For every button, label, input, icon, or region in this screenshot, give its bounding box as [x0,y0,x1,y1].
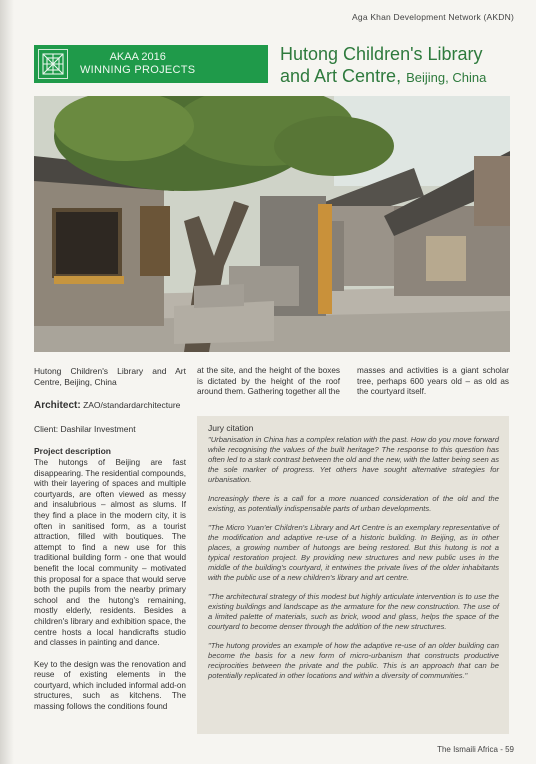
page-title [280,43,520,89]
network-label: Aga Khan Development Network (AKDN) [352,12,514,22]
akaa-logo-icon [38,49,68,79]
jury-paragraph-3: "The Micro Yuan'er Children's Library and Art Centre is an exemplary representative of the modification and adaptive re-use of a historic building. In Beijing, as in other places, a growing number of hutongs are being restored. But this hutong is not a typical restoration project. By providing new structures and new public uses in the middle of the building's courtyard, it entwines the private lives of the older inhabitants with the public use of a new children's library and art centre. [208,523,499,582]
title-line-2-text: and Art Centre, [280,66,402,86]
architect-credit [34,400,180,411]
architect-label: Architect: [34,400,81,411]
akaa-badge [34,45,268,83]
project-description-column [34,458,186,724]
badge-subtitle: WINNING PROJECTS [80,64,196,76]
hutong-courtyard-photo [34,96,510,352]
photo-caption: Hutong Children's Library and Art Centre, Beijing, China [34,366,186,387]
title-place: Beijing, China [406,70,487,85]
title-line-1: Hutong Children's Library [280,44,483,64]
title-line-2 [280,65,520,89]
client-credit: Client: Dashilar Investment [34,424,136,434]
jury-paragraph-2: Increasingly there is a call for a more nuanced consideration of the old and the existing, as potentially indispensable parts of urban developments. [208,494,499,513]
page-footer: The Ismaili Africa - 59 [437,745,514,754]
jury-paragraph-1: "Urbanisation in China has a complex relation with the past. How do you move forward while recognising the values of the built heritage? The response to this question has often led to a stark contrast between the old and the new, with the latter being seen as the sole marker of progress. Yet others have sought alternative strategies for urbanisation. [208,435,499,484]
jury-paragraph-4: "The architectural strategy of this modest but highly articulate intervention is to use the existing buildings and landscape as the armature for the new construction. The use of a limited palette of materials, such as brick, wood and glass, helps the space of the courtyard to become denser through the addition of the new structures. [208,592,499,631]
project-description-heading: Project description [34,446,111,456]
project-description-continued-2: masses and activities is a giant scholar tree, perhaps 600 years old – as old as the courtyard itself. [357,366,509,397]
page-gutter-shadow [0,0,14,764]
jury-citation-heading: Jury citation [208,423,254,433]
jury-paragraph-5: "The hutong provides an example of how the adaptive re-use of an older building can become the basis for a new form of micro-urbanism that constructs productive reciprocities between the private and the public. This is an approach that can be potentially replicated in other locations and within a diversity of communities." [208,641,499,680]
badge-year: AKAA 2016 [109,51,166,63]
project-paragraph-1: The hutongs of Beijing are fast disappearing. The residential compounds, with their layering of spaces and multiple courtyards, are often viewed as messy and insalubrious – almost as slums. If they find a place in the modern city, it is often in sanitised form, as a tourist attraction, filled with boutiques. The attempt to find a new use for this traditional building form - one that would benefit the local community – motivated this proposal for a space that would serve both the pupils from the nearby primary school and the hutong's remaining, mostly elderly, residents. Besides a children's library and exhibition space, the centre hosts a local handicrafts studio and classes in painting and dance. [34,458,186,648]
jury-citation-box [197,416,509,734]
project-paragraph-2: Key to the design was the renovation and reuse of existing elements in the courtyard, which included informal add-on structures, such as kitchens. The massing follows the conditions found [34,659,186,712]
project-description-continued: at the site, and the height of the boxes is dictated by the height of the roof around them. Gathering together all the [197,366,340,397]
badge-text [80,51,195,77]
architect-value: ZAO/standardarchitecture [83,400,181,410]
